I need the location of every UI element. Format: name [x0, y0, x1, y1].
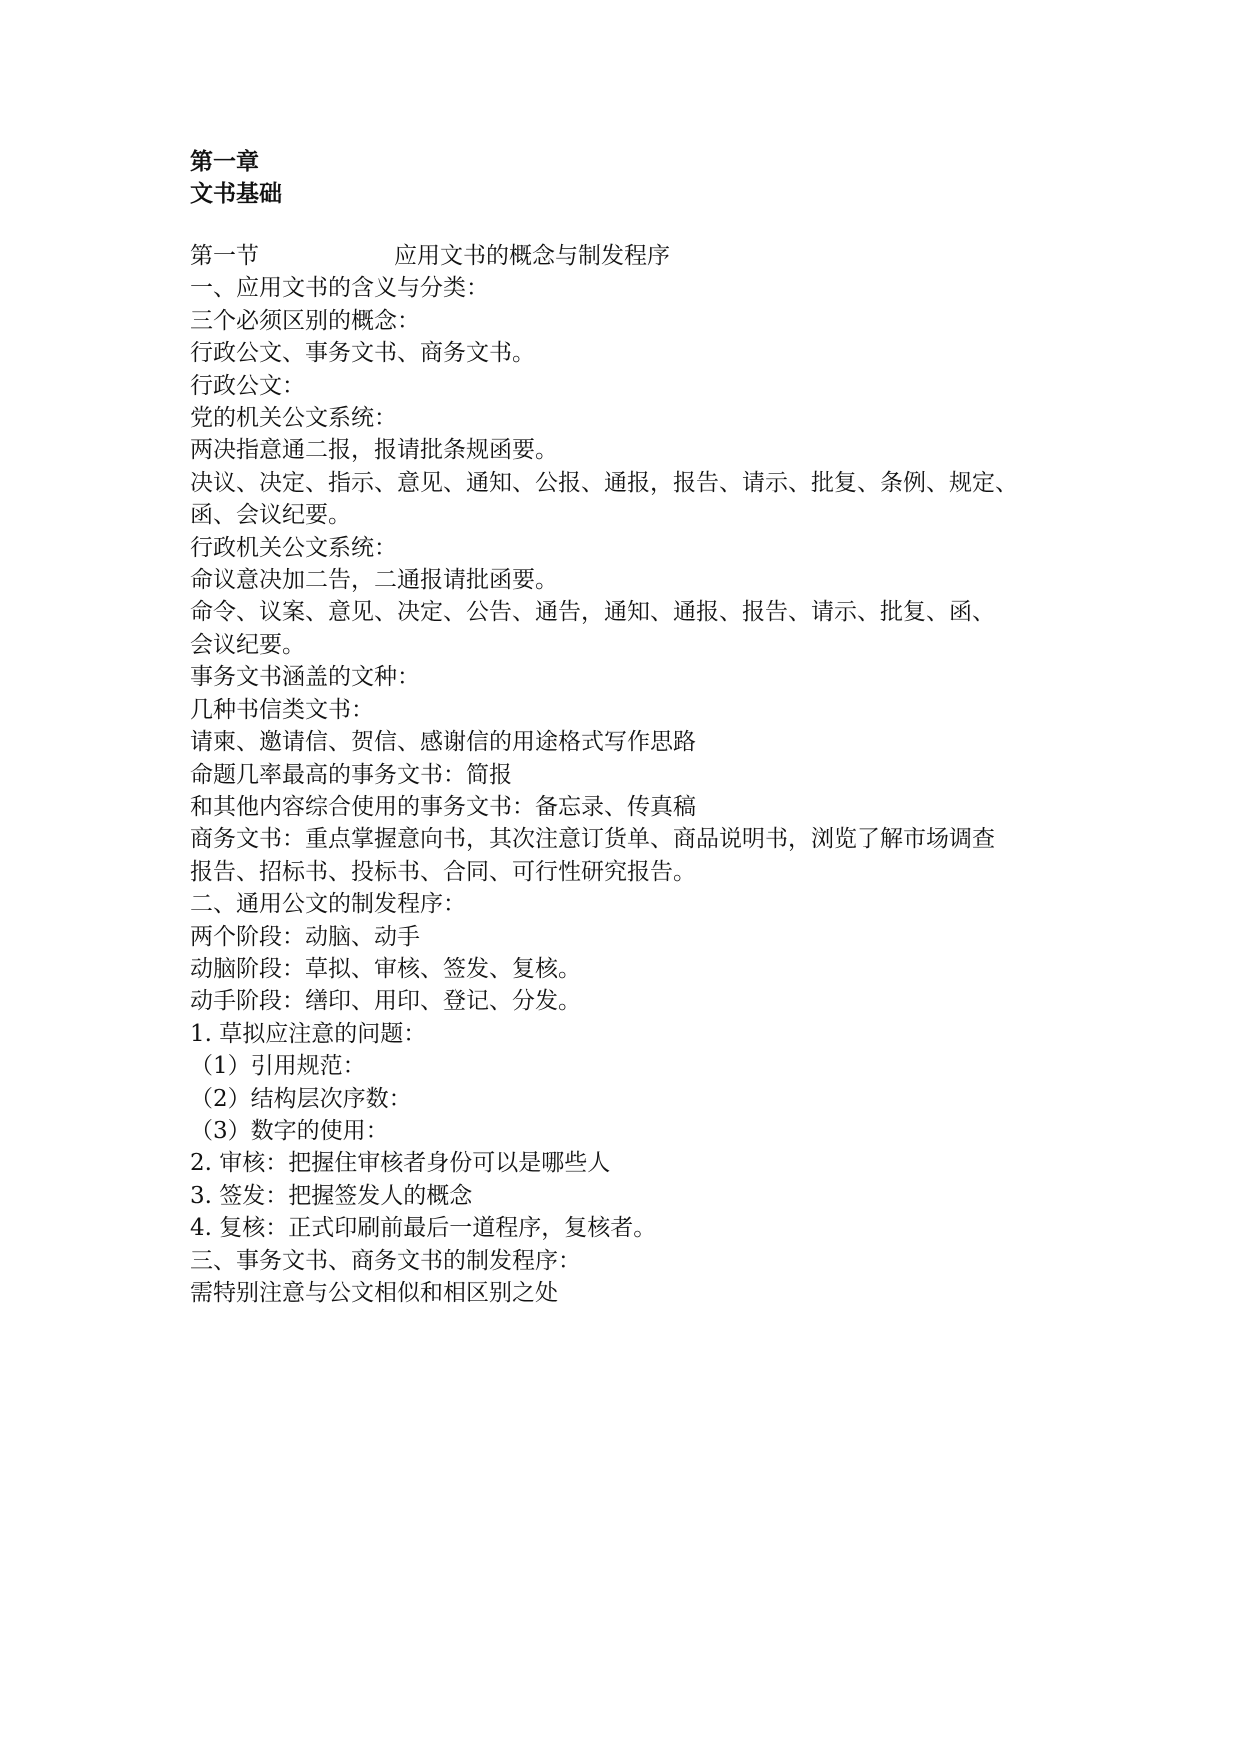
paragraph-line: 1. 草拟应注意的问题：: [190, 1020, 427, 1047]
paragraph-line: 3. 签发：把握签发人的概念: [190, 1182, 473, 1209]
paragraph-line: 动手阶段：缮印、用印、登记、分发。: [190, 988, 581, 1015]
paragraph-line: 三、事务文书、商务文书的制发程序：: [190, 1247, 581, 1274]
chapter-heading: [190, 146, 282, 210]
section-title: 应用文书的概念与制发程序: [394, 243, 670, 269]
paragraph-line: 一、应用文书的含义与分类：: [190, 275, 489, 302]
paragraph-line: 二、通用公文的制发程序：: [190, 891, 466, 918]
paragraph-line: 党的机关公文系统：: [190, 405, 397, 432]
paragraph-line: 两个阶段：动脑、动手: [190, 923, 420, 950]
paragraph-line: 决议、决定、指示、意见、通知、公报、通报，报告、请示、批复、条例、规定、: [190, 469, 1018, 496]
paragraph-line: 行政公文、事务文书、商务文书。: [190, 340, 535, 367]
paragraph-line: （3）数字的使用：: [190, 1117, 389, 1144]
paragraph-line: 两决指意通二报，报请批条规函要。: [190, 437, 558, 464]
paragraph-line: 和其他内容综合使用的事务文书：备忘录、传真稿: [190, 793, 696, 820]
paragraph-line: （1）引用规范：: [190, 1053, 366, 1080]
document-body: [190, 240, 1070, 1309]
paragraph-line: 商务文书：重点掌握意向书，其次注意订货单、商品说明书，浏览了解市场调查: [190, 826, 995, 853]
section-heading: [190, 240, 1070, 272]
paragraph-line: 行政公文：: [190, 372, 305, 399]
paragraph-line: 报告、招标书、投标书、合同、可行性研究报告。: [190, 858, 696, 885]
paragraph-line: 事务文书涵盖的文种：: [190, 664, 420, 691]
paragraph-line: 几种书信类文书：: [190, 696, 374, 723]
paragraph-line: 函、会议纪要。: [190, 502, 351, 529]
paragraph-line: 4. 复核：正式印刷前最后一道程序，复核者。: [190, 1215, 657, 1242]
chapter-title: 文书基础: [190, 181, 282, 207]
section-label: 第一节: [190, 243, 259, 269]
paragraph-line: （2）结构层次序数：: [190, 1085, 412, 1112]
paragraph-line: 会议纪要。: [190, 631, 305, 658]
paragraph-line: 需特别注意与公文相似和相区别之处: [190, 1280, 558, 1306]
paragraph-line: 命令、议案、意见、决定、公告、通告，通知、通报、报告、请示、批复、函、: [190, 599, 995, 626]
paragraph-line: 行政机关公文系统：: [190, 534, 397, 561]
paragraph-line: 动脑阶段：草拟、审核、签发、复核。: [190, 955, 581, 982]
paragraph-line: 命议意决加二告，二通报请批函要。: [190, 567, 558, 594]
paragraph-line: 三个必须区别的概念：: [190, 307, 420, 334]
paragraph-line: 2. 审核：把握住审核者身份可以是哪些人: [190, 1150, 611, 1177]
chapter-label: 第一章: [190, 149, 259, 175]
paragraph-line: 请柬、邀请信、贺信、感谢信的用途格式写作思路: [190, 729, 696, 756]
paragraph-line: 命题几率最高的事务文书：简报: [190, 761, 512, 788]
